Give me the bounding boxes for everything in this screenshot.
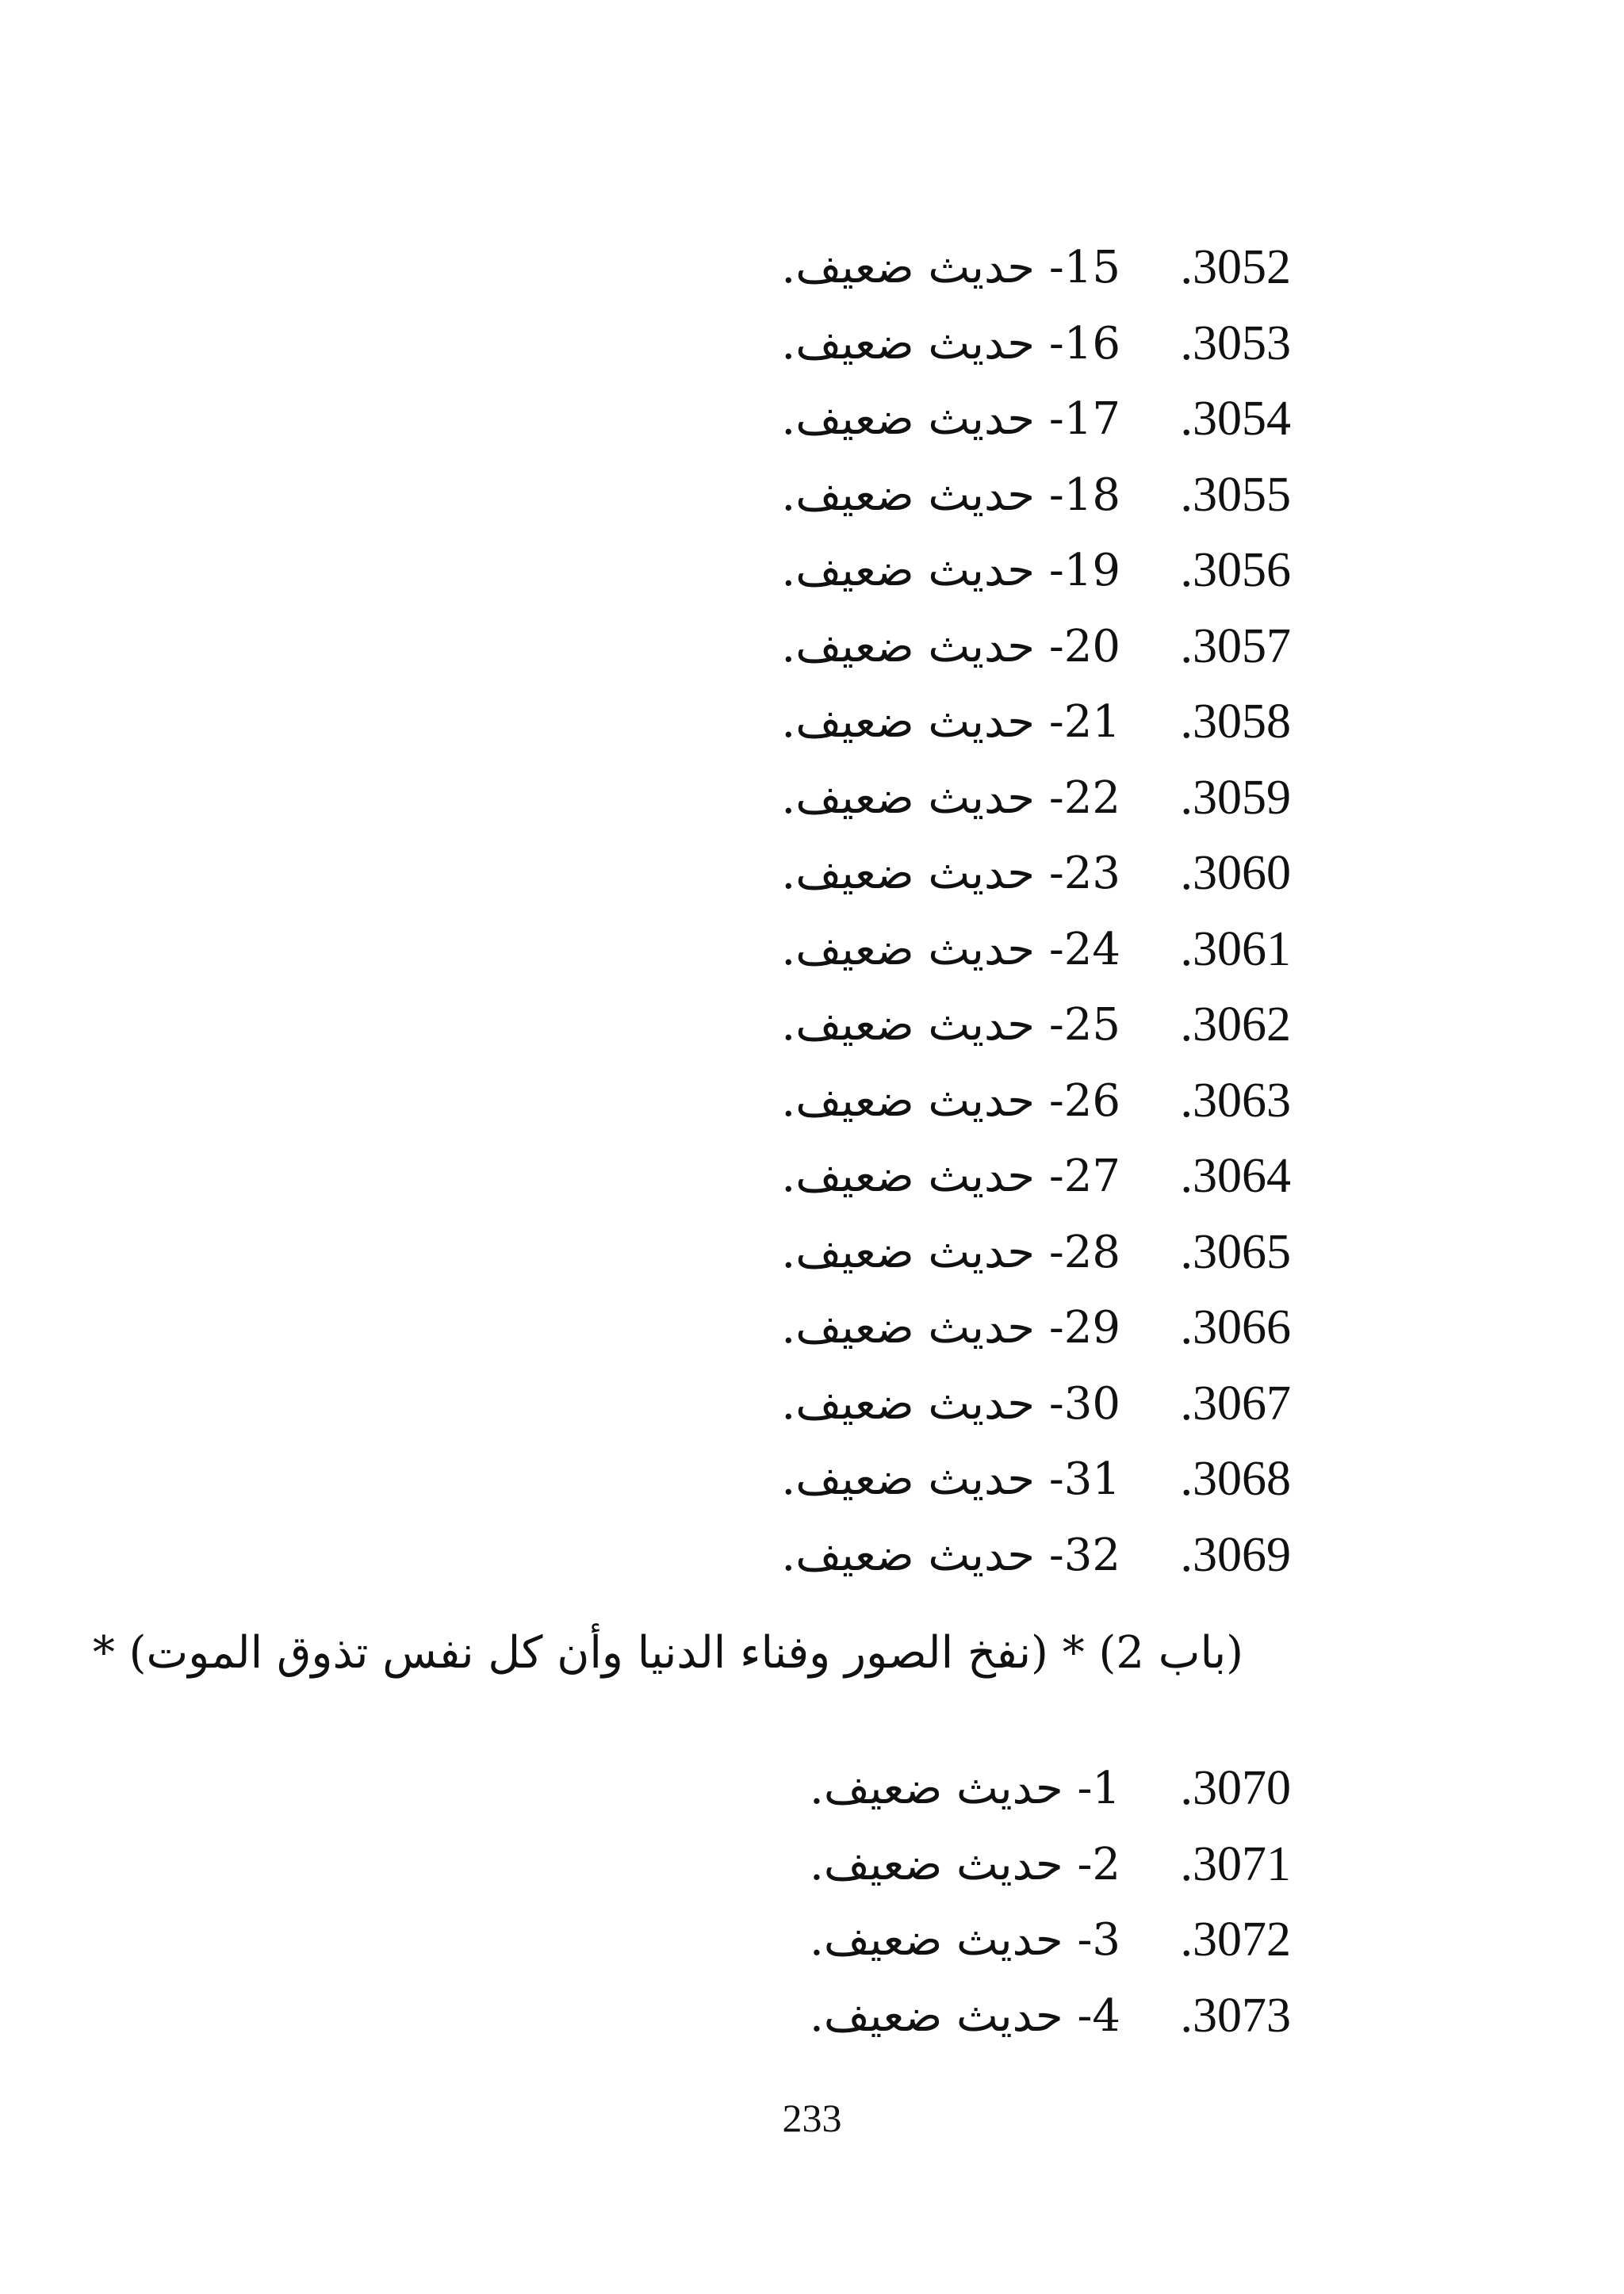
- entry-number: 3056.: [1180, 543, 1291, 598]
- list-item: [810, 1827, 1291, 1903]
- list-item: [781, 381, 1291, 458]
- list-item: [781, 1063, 1291, 1139]
- entry-text: 24- حديث ضعيف.: [781, 923, 1120, 975]
- entry-text: 26- حديث ضعيف.: [781, 1074, 1120, 1127]
- list-item: [781, 760, 1291, 837]
- entry-text: 15- حديث ضعيف.: [781, 242, 1120, 294]
- entry-number: 3054.: [1180, 392, 1291, 446]
- entry-text: 27- حديث ضعيف.: [781, 1151, 1120, 1203]
- list-item: [781, 836, 1291, 912]
- entry-number: 3064.: [1180, 1149, 1291, 1204]
- list-item: [781, 1518, 1291, 1594]
- list-item: [810, 1902, 1291, 1978]
- entry-number: 3055.: [1180, 467, 1291, 522]
- entry-text: 25- حديث ضعيف.: [781, 999, 1120, 1051]
- page-number: 233: [782, 2096, 842, 2140]
- entry-number: 3070.: [1180, 1761, 1291, 1816]
- entry-text: 28- حديث ضعيف.: [781, 1226, 1120, 1278]
- entry-number: 3071.: [1180, 1836, 1291, 1891]
- list-item: [781, 230, 1291, 306]
- entry-number: 3058.: [1180, 695, 1291, 749]
- entry-text: 30- حديث ضعيف.: [781, 1377, 1120, 1430]
- hadith-list-section-2: [810, 1751, 1291, 2054]
- entry-text: 29- حديث ضعيف.: [781, 1302, 1120, 1354]
- entry-text: 20- حديث ضعيف.: [781, 620, 1120, 672]
- list-item: [810, 1751, 1291, 1827]
- entry-text: 23- حديث ضعيف.: [781, 848, 1120, 900]
- entry-text: 3- حديث ضعيف.: [810, 1914, 1120, 1967]
- list-item: [781, 609, 1291, 685]
- list-item: [781, 1366, 1291, 1442]
- entry-text: 22- حديث ضعيف.: [781, 772, 1120, 824]
- list-item: [810, 1978, 1291, 2055]
- entry-number: 3059.: [1180, 770, 1291, 825]
- entry-text: 4- حديث ضعيف.: [810, 1990, 1120, 2042]
- entry-number: 3060.: [1180, 846, 1291, 901]
- entry-number: 3072.: [1180, 1913, 1291, 1967]
- entry-number: 3057.: [1180, 618, 1291, 673]
- entry-text: 2- حديث ضعيف.: [810, 1838, 1120, 1890]
- entry-number: 3069.: [1180, 1527, 1291, 1582]
- entry-number: 3068.: [1180, 1452, 1291, 1507]
- entry-number: 3052.: [1180, 240, 1291, 295]
- entry-text: 1- حديث ضعيف.: [810, 1763, 1120, 1815]
- list-item: [781, 533, 1291, 609]
- entry-text: 19- حديث ضعيف.: [781, 545, 1120, 597]
- entry-text: 31- حديث ضعيف.: [781, 1453, 1120, 1506]
- list-item: [781, 987, 1291, 1063]
- entry-number: 3061.: [1180, 921, 1291, 976]
- entry-number: 3067.: [1180, 1376, 1291, 1430]
- entry-number: 3053.: [1180, 316, 1291, 370]
- entry-text: 21- حديث ضعيف.: [781, 696, 1120, 749]
- entry-number: 3073.: [1180, 1988, 1291, 2043]
- list-item: [781, 458, 1291, 534]
- entry-number: 3066.: [1180, 1300, 1291, 1355]
- list-item: [781, 684, 1291, 760]
- entry-number: 3065.: [1180, 1224, 1291, 1279]
- entry-number: 3062.: [1180, 998, 1291, 1052]
- section-heading: (باب 2) * (نفخ الصور وفناء الدنيا وأن كل نفس تذوق الموت) *: [92, 1627, 1243, 1679]
- list-item: [781, 1290, 1291, 1366]
- entry-text: 17- حديث ضعيف.: [781, 393, 1120, 446]
- list-item: [781, 1139, 1291, 1215]
- list-item: [781, 1215, 1291, 1291]
- entry-text: 32- حديث ضعيف.: [781, 1529, 1120, 1581]
- list-item: [781, 1442, 1291, 1518]
- hadith-list-section-1: [781, 230, 1291, 1593]
- list-item: [781, 912, 1291, 988]
- entry-text: 16- حديث ضعيف.: [781, 317, 1120, 370]
- entry-text: 18- حديث ضعيف.: [781, 469, 1120, 521]
- list-item: [781, 306, 1291, 382]
- entry-number: 3063.: [1180, 1073, 1291, 1128]
